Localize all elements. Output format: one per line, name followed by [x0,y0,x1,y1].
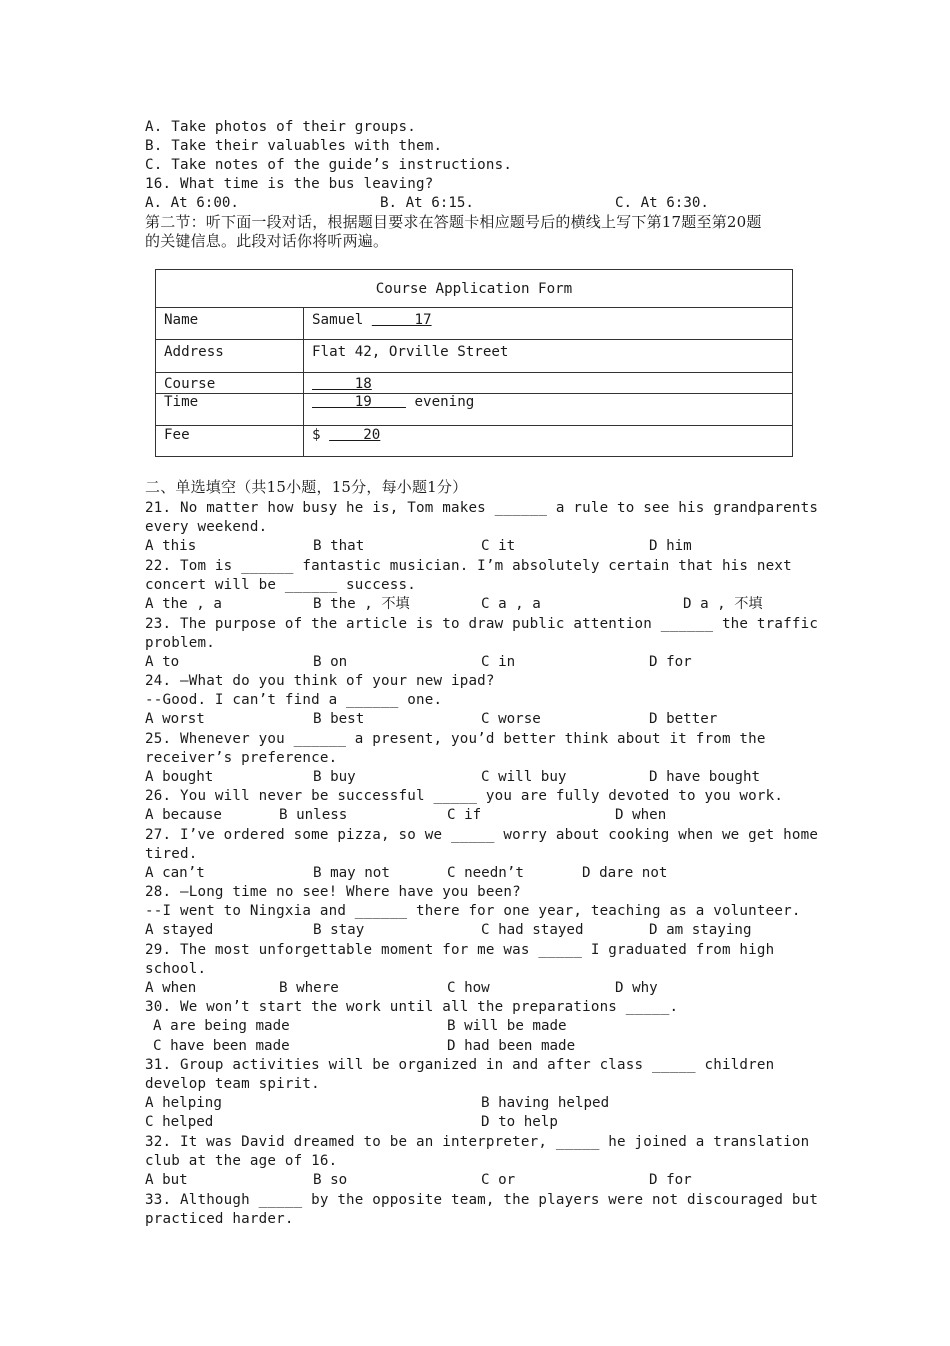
question-stem: tired. [145,846,198,862]
form-value [304,426,793,457]
question-stem: club at the age of 16. [145,1153,338,1169]
option-a: A can’t [145,865,205,881]
form-row-name [156,308,793,340]
option-c: C it [481,538,516,554]
form-row-fee [156,426,793,457]
option-a: A stayed [145,922,214,938]
option-d: D had been made [447,1038,576,1054]
option-b: B on [313,654,348,670]
form-value [304,373,793,394]
option-b: B may not [313,865,390,881]
question-stem: 25. Whenever you ______ a present, you’d better think about it from the [145,731,766,747]
option-d: D have bought [649,769,761,785]
form-label: Fee [156,426,304,457]
part2-heading: 二、单选填空（共15小题，15分，每小题1分） [145,478,468,496]
section2-instruction-line1: 第二节：听下面一段对话，根据题目要求在答题卡相应题号后的横线上写下第17题至第20题 [145,213,762,231]
question-stem: 22. Tom is ______ fantastic musician. I’m absolutely certain that his next [145,558,792,574]
option-b: B the , 不填 [313,596,410,612]
question-stem: 21. No matter how busy he is, Tom makes ______ a rule to see his grandparents [145,500,819,516]
answer-blank-17: 17 [371,312,432,328]
option-a: A to [145,654,180,670]
option-d: D him [649,538,692,554]
option-b: B so [313,1172,348,1188]
q16-option-a: A. At 6:00. [145,195,239,211]
q16-option-c: C. At 6:30. [615,195,709,211]
option-a: A because [145,807,222,823]
answer-blank-20: 20 [329,427,381,443]
option-b: B stay [313,922,365,938]
option-b: B having helped [481,1095,610,1111]
form-row-time [156,394,793,426]
option-c: C helped [145,1114,214,1130]
form-value-text: Samuel [312,312,372,328]
form-value [304,308,793,340]
option-a: A but [145,1172,188,1188]
question-stem: 29. The most unforgettable moment for me was _____ I graduated from high [145,942,775,958]
course-application-form [155,269,793,457]
option-c: C a , a [481,596,541,612]
option-d: D for [649,654,692,670]
question-stem: 28. –Long time no see! Where have you been? [145,884,521,900]
q16-stem: 16. What time is the bus leaving? [145,176,434,192]
form-value-text: $ [312,427,330,443]
option-c: C in [481,654,516,670]
question-stem: 27. I’ve ordered some pizza, so we _____ worry about cooking when we get home [145,827,819,843]
form-value: Flat 42, Orville Street [304,340,793,373]
option-c: C worse [481,711,541,727]
question-stem: 30. We won’t start the work until all the preparations _____. [145,999,679,1015]
option-a: A bought [145,769,214,785]
question-stem: practiced harder. [145,1211,294,1227]
option-d: D dare not [582,865,668,881]
option-c: C have been made [153,1038,290,1054]
question-stem: every weekend. [145,519,268,535]
form-row-course [156,373,793,394]
question-stem: problem. [145,635,215,651]
form-label: Address [156,340,304,373]
option-d: D why [615,980,658,996]
option-d: D to help [481,1114,558,1130]
form-title: Course Application Form [156,270,793,308]
q15-option-b: B. Take their valuables with them. [145,138,443,154]
question-stem: 24. –What do you think of your new ipad? [145,673,495,689]
option-c: C if [447,807,482,823]
option-a: A the , a [145,596,222,612]
option-a: A this [145,538,197,554]
question-stem: concert will be ______ success. [145,577,416,593]
section2-instruction-line2: 的关键信息。此段对话你将听两遍。 [145,232,389,250]
option-b: B that [313,538,365,554]
option-d: D when [615,807,667,823]
option-c: C needn’t [447,865,524,881]
form-row-address [156,340,793,373]
question-stem: 31. Group activities will be organized in and after class _____ children [145,1057,775,1073]
question-stem: 32. It was David dreamed to be an interpreter, _____ he joined a translation [145,1134,810,1150]
question-stem: 33. Although _____ by the opposite team, the players were not discouraged but [145,1192,819,1208]
option-b: B where [279,980,339,996]
option-c: C had stayed [481,922,584,938]
option-a: A helping [145,1095,222,1111]
option-d: D a , 不填 [683,596,763,612]
form-value [304,394,793,426]
option-b: B unless [279,807,348,823]
q16-option-b: B. At 6:15. [380,195,474,211]
form-value-text: evening [405,394,475,410]
option-c: C will buy [481,769,567,785]
answer-blank-18: 18 [312,376,372,392]
form-label: Name [156,308,304,340]
question-stem: receiver’s preference. [145,750,338,766]
option-b: B will be made [447,1018,567,1034]
option-d: D better [649,711,718,727]
question-stem: --Good. I can’t find a ______ one. [145,692,443,708]
question-stem: --I went to Ningxia and ______ there for one year, teaching as a volunteer. [145,903,801,919]
option-b: B best [313,711,365,727]
question-stem: 26. You will never be successful _____ you are fully devoted to you work. [145,788,784,804]
answer-blank-19: 19 [312,394,406,410]
question-stem: school. [145,961,207,977]
question-stem: 23. The purpose of the article is to draw public attention ______ the traffic [145,616,819,632]
option-a: A worst [145,711,205,727]
option-c: C how [447,980,490,996]
q15-option-c: C. Take notes of the guide’s instructions. [145,157,513,173]
option-c: C or [481,1172,516,1188]
question-stem: develop team spirit. [145,1076,320,1092]
q15-option-a: A. Take photos of their groups. [145,119,416,135]
option-a: A are being made [153,1018,290,1034]
option-d: D am staying [649,922,752,938]
option-d: D for [649,1172,692,1188]
form-label: Time [156,394,304,426]
form-label: Course [156,373,304,394]
option-a: A when [145,980,197,996]
option-b: B buy [313,769,356,785]
